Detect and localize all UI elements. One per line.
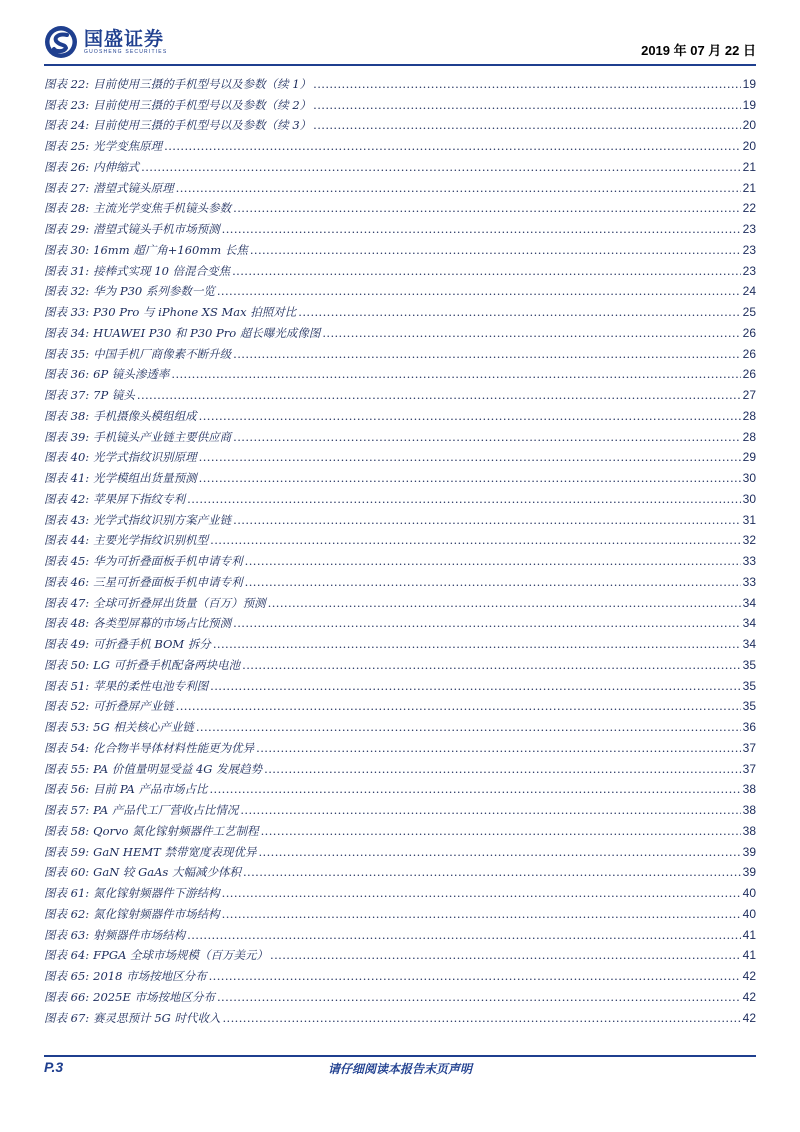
toc-entry-label: 图表 24: (44, 118, 90, 133)
toc-entry-page: 30 (742, 471, 756, 485)
toc-entry-title: 光学变焦原理 (93, 139, 163, 153)
toc-entry-label: 图表 46: (44, 574, 90, 589)
toc-entry[interactable] (44, 132, 756, 153)
toc-entry-label: 图表 40: (44, 450, 90, 465)
toc-entry-title: 2025E 市场按地区分布 (93, 989, 215, 1004)
toc-entry-page: 37 (742, 761, 756, 776)
toc-entry[interactable] (44, 70, 756, 91)
toc-entry-label: 图表 64: (44, 948, 90, 963)
toc-entry-title: 7P 镜头 (93, 388, 135, 402)
toc-entry-label: 图表 22: (44, 76, 90, 91)
toc-entry-page: 35 (742, 657, 756, 672)
toc-entry-title: 赛灵思预计 5G 时代收入 (93, 1010, 221, 1025)
toc-entry-title: 手机摄像头模组组成 (93, 408, 197, 423)
toc-entry-label: 图表 39: (44, 429, 90, 444)
toc-entry-title: 目前使用三摄的手机型号以及参数（续 1） (93, 76, 312, 91)
toc-leader-dots (270, 948, 741, 962)
toc-entry-label: 图表 53: (44, 720, 90, 734)
toc-entry[interactable] (44, 112, 756, 133)
toc-leader-dots (210, 533, 740, 547)
toc-entry[interactable] (44, 464, 756, 485)
toc-entry[interactable] (44, 402, 756, 423)
toc-entry-page: 23 (742, 242, 756, 257)
toc-entry-page: 35 (742, 699, 756, 714)
toc-entry-label: 图表 61: (44, 886, 90, 900)
toc-entry-page: 34 (742, 595, 756, 610)
toc-entry-page: 20 (742, 139, 756, 153)
toc-entry-label: 图表 32: (44, 284, 90, 299)
toc-entry-label: 图表 67: (44, 1010, 90, 1025)
toc-leader-dots (233, 513, 740, 527)
toc-entry-label: 图表 62: (44, 906, 90, 921)
toc-entry-page: 32 (742, 533, 756, 548)
toc-leader-dots (217, 284, 741, 298)
toc-entry-label: 图表 65: (44, 969, 90, 983)
toc-entry[interactable] (44, 610, 756, 631)
toc-entry-label: 图表 44: (44, 533, 90, 548)
toc-entry-label: 图表 57: (44, 803, 90, 817)
toc-entry-title: 可折叠屏产业链 (93, 699, 174, 714)
toc-entry-title: 中国手机厂商像素不断升级 (93, 346, 232, 361)
toc-leader-dots (187, 492, 740, 506)
toc-entry[interactable] (44, 278, 756, 299)
table-of-figures (44, 70, 756, 1025)
toc-entry-title: 手机镜头产业链主要供应商 (93, 429, 232, 444)
toc-entry-label: 图表 55: (44, 761, 90, 776)
toc-entry-label: 图表 45: (44, 554, 90, 568)
toc-entry-title: PA 价值量明显受益 4G 发展趋势 (93, 761, 263, 776)
toc-entry-label: 图表 37: (44, 388, 90, 402)
toc-leader-dots (171, 367, 740, 381)
toc-entry-title: 16mm 超广角+160mm 长焦 (93, 242, 248, 257)
toc-entry[interactable] (44, 298, 756, 319)
toc-entry-title: LG 可折叠手机配备两块电池 (93, 657, 241, 672)
toc-leader-dots (242, 658, 740, 672)
toc-entry[interactable] (44, 547, 756, 568)
toc-leader-dots (243, 865, 741, 879)
toc-leader-dots (137, 388, 741, 402)
toc-entry[interactable] (44, 506, 756, 527)
toc-leader-dots (187, 928, 740, 942)
toc-entry-page: 22 (742, 201, 756, 216)
toc-entry-label: 图表 25: (44, 139, 90, 153)
toc-entry[interactable] (44, 651, 756, 672)
toc-entry-page: 26 (742, 367, 756, 382)
toc-entry[interactable] (44, 1004, 756, 1025)
toc-entry-label: 图表 60: (44, 865, 90, 880)
toc-leader-dots (176, 699, 741, 713)
toc-entry-page: 41 (742, 927, 756, 942)
toc-entry-label: 图表 59: (44, 844, 90, 859)
toc-leader-dots (233, 201, 740, 215)
toc-entry-title: 可折叠手机 BOM 拆分 (93, 637, 211, 651)
toc-entry-label: 图表 58: (44, 823, 90, 838)
toc-entry-page: 19 (742, 76, 756, 91)
toc-entry[interactable] (44, 796, 756, 817)
toc-entry-title: 潜望式镜头原理 (93, 180, 174, 195)
toc-entry-label: 图表 42: (44, 491, 90, 506)
toc-leader-dots (141, 160, 740, 174)
toc-entry[interactable] (44, 589, 756, 610)
toc-entry[interactable] (44, 817, 756, 838)
toc-entry[interactable] (44, 319, 756, 340)
toc-entry-page: 42 (742, 989, 756, 1004)
toc-entry[interactable] (44, 713, 756, 734)
toc-leader-dots (196, 720, 741, 734)
toc-entry-page: 37 (742, 740, 756, 755)
toc-entry[interactable] (44, 257, 756, 278)
toc-leader-dots (240, 803, 740, 817)
toc-entry-page: 42 (742, 1010, 756, 1025)
toc-entry-title: 全球可折叠屏出货量（百万）预测 (93, 595, 266, 610)
toc-entry-title: 光学式指纹识别方案产业链 (93, 512, 232, 527)
toc-entry-title: 化合物半导体材料性能更为优异 (93, 740, 255, 755)
toc-leader-dots (233, 616, 740, 630)
toc-entry[interactable] (44, 485, 756, 506)
toc-entry[interactable] (44, 215, 756, 236)
toc-entry[interactable] (44, 153, 756, 174)
toc-entry[interactable] (44, 340, 756, 361)
toc-entry-page: 36 (742, 720, 756, 734)
toc-entry[interactable] (44, 900, 756, 921)
toc-leader-dots (256, 741, 740, 755)
toc-leader-dots (213, 637, 741, 651)
toc-entry[interactable] (44, 527, 756, 548)
toc-entry[interactable] (44, 630, 756, 651)
toc-entry-label: 图表 56: (44, 782, 90, 797)
toc-entry-label: 图表 34: (44, 325, 90, 340)
brand-logo (44, 24, 167, 60)
toc-entry-label: 图表 63: (44, 927, 90, 942)
toc-entry-page: 24 (742, 284, 756, 299)
toc-entry-label: 图表 47: (44, 595, 90, 610)
toc-entry-label: 图表 41: (44, 471, 90, 485)
toc-entry-title: 各类型屏幕的市场占比预测 (93, 616, 232, 631)
toc-entry[interactable] (44, 983, 756, 1004)
toc-entry-page: 23 (742, 222, 756, 236)
toc-entry-label: 图表 52: (44, 699, 90, 714)
brand-emblem-icon (44, 25, 78, 59)
toc-entry-title: HUAWEI P30 和 P30 Pro 超长曝光成像图 (93, 325, 321, 340)
toc-entry-title: 2018 市场按地区分布 (93, 969, 207, 983)
toc-leader-dots (322, 326, 740, 340)
toc-leader-dots (313, 77, 740, 91)
toc-leader-dots (210, 679, 740, 693)
toc-entry-label: 图表 26: (44, 159, 90, 174)
toc-entry-page: 26 (742, 346, 756, 361)
toc-entry-page: 35 (742, 678, 756, 693)
toc-entry-label: 图表 29: (44, 222, 90, 236)
toc-entry-label: 图表 43: (44, 512, 90, 527)
toc-leader-dots (223, 1011, 741, 1025)
toc-entry-page: 21 (742, 159, 756, 174)
toc-entry-page: 39 (742, 844, 756, 859)
toc-entry-title: 射频器件市场结构 (93, 927, 186, 942)
toc-entry-page: 28 (742, 408, 756, 423)
toc-entry-label: 图表 27: (44, 180, 90, 195)
toc-entry-title: 主流光学变焦手机镜头参数 (93, 201, 232, 216)
brand-name-cn: 国盛证券 (84, 27, 165, 50)
toc-entry[interactable] (44, 776, 756, 797)
toc-entry-title: Qorvo 氮化镓射频器件工艺制程 (93, 823, 259, 838)
report-date: 2019 年 07 月 22 日 (641, 43, 756, 58)
toc-entry[interactable] (44, 755, 756, 776)
toc-entry-title: 接棒式实现 10 倍混合变焦 (93, 263, 231, 278)
toc-entry-page: 42 (742, 969, 756, 983)
toc-entry-page: 41 (742, 948, 756, 963)
toc-leader-dots (264, 762, 741, 776)
toc-leader-dots (209, 969, 741, 983)
toc-entry-title: 6P 镜头渗透率 (93, 367, 170, 382)
toc-entry[interactable] (44, 568, 756, 589)
toc-entry-title: PA 产品代工厂营收占比情况 (93, 803, 239, 817)
toc-entry-label: 图表 48: (44, 616, 90, 631)
toc-entry-label: 图表 49: (44, 637, 90, 651)
toc-entry-title: 5G 相关核心产业链 (93, 720, 194, 734)
toc-entry-label: 图表 23: (44, 97, 90, 112)
toc-entry-title: 三星可折叠面板手机申请专利 (93, 574, 243, 589)
toc-leader-dots (313, 118, 740, 132)
toc-entry-page: 21 (742, 180, 756, 195)
toc-entry[interactable] (44, 859, 756, 880)
toc-entry-title: 华为可折叠面板手机申请专利 (93, 554, 243, 568)
toc-leader-dots (222, 222, 741, 236)
toc-leader-dots (313, 98, 740, 112)
toc-entry-label: 图表 33: (44, 305, 90, 319)
toc-entry-page: 34 (742, 616, 756, 631)
toc-entry-label: 图表 54: (44, 740, 90, 755)
toc-leader-dots (222, 907, 741, 921)
toc-entry-label: 图表 50: (44, 657, 90, 672)
toc-leader-dots (245, 575, 741, 589)
toc-leader-dots (199, 471, 741, 485)
toc-entry-title: 华为 P30 系列参数一览 (93, 284, 215, 299)
toc-entry-page: 31 (742, 512, 756, 527)
footer-divider (44, 1055, 756, 1057)
toc-entry[interactable] (44, 195, 756, 216)
toc-leader-dots (199, 409, 741, 423)
toc-leader-dots (268, 596, 741, 610)
toc-leader-dots (233, 430, 740, 444)
toc-entry-page: 27 (742, 388, 756, 402)
toc-entry[interactable] (44, 838, 756, 859)
toc-entry-label: 图表 66: (44, 989, 90, 1004)
toc-entry[interactable] (44, 962, 756, 983)
toc-entry-title: 目前使用三摄的手机型号以及参数（续 3） (93, 118, 312, 133)
toc-entry-page: 26 (742, 325, 756, 340)
toc-leader-dots (232, 264, 741, 278)
toc-entry-label: 图表 31: (44, 263, 90, 278)
toc-entry-page: 38 (742, 782, 756, 797)
toc-entry[interactable] (44, 236, 756, 257)
toc-entry-page: 20 (742, 118, 756, 133)
toc-entry-title: 苹果的柔性电池专利图 (93, 678, 209, 693)
toc-entry-title: 光学模组出货量预测 (93, 471, 197, 485)
toc-entry-title: 氮化镓射频器件市场结构 (93, 906, 220, 921)
toc-entry-page: 25 (742, 305, 756, 319)
toc-entry-label: 图表 30: (44, 242, 90, 257)
toc-entry[interactable] (44, 381, 756, 402)
toc-entry-page: 40 (742, 906, 756, 921)
toc-entry-title: FPGA 全球市场规模（百万美元） (93, 948, 269, 963)
toc-entry[interactable] (44, 423, 756, 444)
toc-entry-title: GaN HEMT 禁带宽度表现优异 (93, 844, 257, 859)
toc-leader-dots (233, 347, 740, 361)
toc-entry[interactable] (44, 879, 756, 900)
toc-entry-title: 目前使用三摄的手机型号以及参数（续 2） (93, 97, 312, 112)
toc-leader-dots (199, 450, 741, 464)
page-header (44, 24, 756, 64)
toc-leader-dots (261, 824, 741, 838)
toc-leader-dots (222, 886, 741, 900)
toc-leader-dots (245, 554, 741, 568)
toc-entry-page: 33 (742, 554, 756, 568)
toc-entry-label: 图表 35: (44, 346, 90, 361)
toc-entry[interactable] (44, 361, 756, 382)
header-divider (44, 64, 756, 66)
toc-entry-page: 34 (742, 637, 756, 651)
toc-entry-label: 图表 28: (44, 201, 90, 216)
toc-entry[interactable] (44, 174, 756, 195)
toc-entry[interactable] (44, 734, 756, 755)
toc-entry-page: 19 (742, 97, 756, 112)
disclaimer-note: 请仔细阅读本报告末页声明 (327, 1062, 472, 1076)
toc-entry-title: 光学式指纹识别原理 (93, 450, 197, 465)
toc-leader-dots (258, 845, 740, 859)
toc-entry-title: 内伸缩式 (93, 159, 140, 174)
toc-entry[interactable] (44, 91, 756, 112)
toc-leader-dots (164, 139, 740, 153)
toc-entry-title: 主要光学指纹识别机型 (93, 533, 209, 548)
toc-entry-page: 38 (742, 823, 756, 838)
toc-entry-title: 潜望式镜头手机市场预测 (93, 222, 220, 236)
toc-entry-page: 30 (742, 491, 756, 506)
toc-leader-dots (217, 990, 741, 1004)
toc-entry-page: 29 (742, 450, 756, 465)
toc-entry-page: 38 (742, 803, 756, 817)
toc-entry-title: 目前 PA 产品市场占比 (93, 782, 208, 797)
toc-entry-page: 28 (742, 429, 756, 444)
toc-entry[interactable] (44, 693, 756, 714)
toc-entry-title: GaN 较 GaAs 大幅减少体积 (93, 865, 241, 880)
toc-entry-page: 40 (742, 886, 756, 900)
toc-entry[interactable] (44, 942, 756, 963)
toc-entry-page: 39 (742, 865, 756, 880)
toc-entry-label: 图表 51: (44, 678, 90, 693)
toc-entry-page: 33 (742, 574, 756, 589)
brand-name-en: GUOSHENG SECURITIES (84, 48, 168, 55)
toc-entry-title: 氮化镓射频器件下游结构 (93, 886, 220, 900)
toc-entry-title: P30 Pro 与 iPhone XS Max 拍照对比 (93, 305, 297, 319)
toc-leader-dots (250, 243, 741, 257)
toc-leader-dots (298, 305, 740, 319)
toc-entry-page: 23 (742, 263, 756, 278)
page-number: P.3 (44, 1059, 64, 1075)
toc-entry-label: 图表 36: (44, 367, 90, 382)
toc-entry-label: 图表 38: (44, 408, 90, 423)
toc-leader-dots (176, 181, 741, 195)
toc-entry[interactable] (44, 672, 756, 693)
toc-entry[interactable] (44, 444, 756, 465)
toc-entry-title: 苹果屏下指纹专利 (93, 491, 186, 506)
toc-leader-dots (209, 782, 740, 796)
toc-entry[interactable] (44, 921, 756, 942)
